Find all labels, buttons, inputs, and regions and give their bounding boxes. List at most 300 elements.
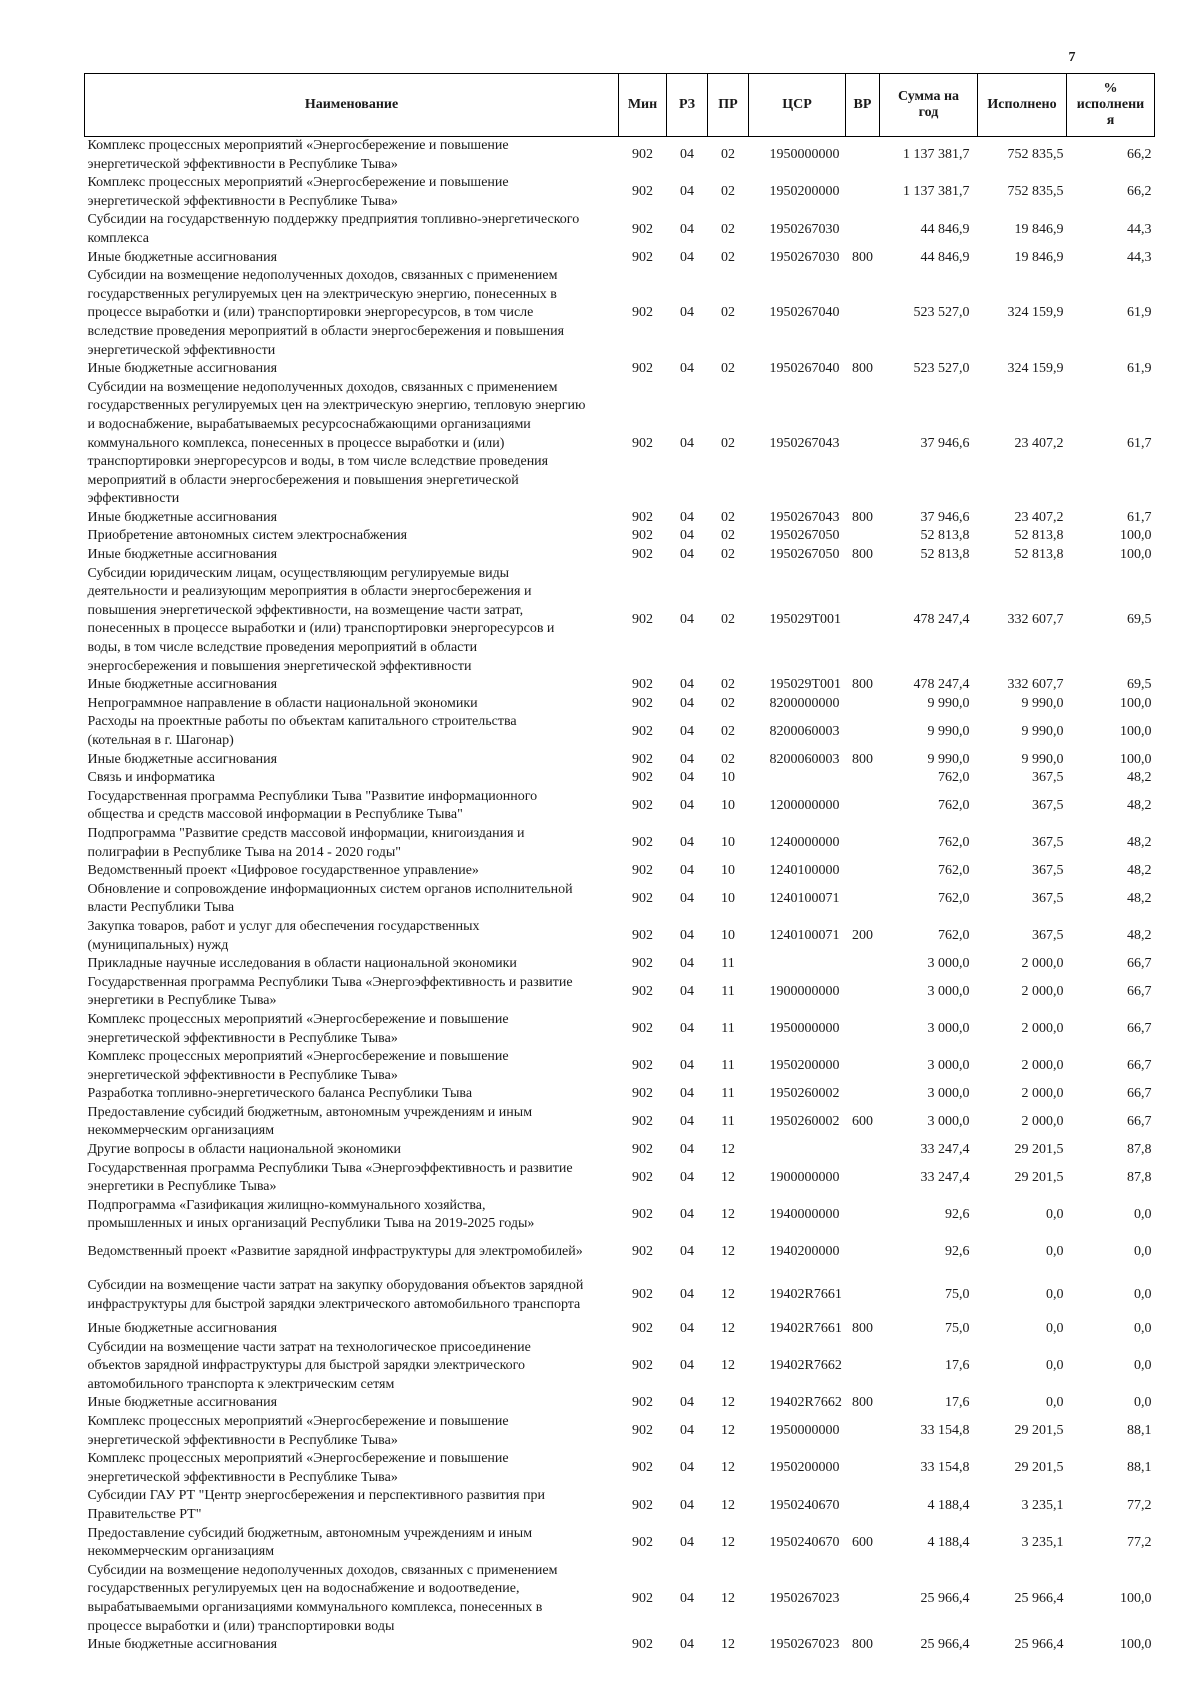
row-name: Государственная программа Республики Тыва «Энергоэффективность и развитие энергетики в Республике Тыва»	[87, 974, 573, 1009]
table-row	[85, 527, 1155, 546]
row-name: Иные бюджетные ассигнования	[87, 1395, 278, 1411]
year-sum: 762,0	[938, 770, 970, 786]
vr-code	[846, 1234, 880, 1271]
row-name: Субсидии на государственную поддержку предприятия топливно-энергетического комплекса	[87, 212, 580, 246]
rz-code: 04	[680, 249, 694, 265]
csr-code: 1950267023	[769, 1637, 840, 1653]
execution-percent: 100,0	[1120, 547, 1152, 563]
min-code: 902	[632, 835, 653, 851]
vr-code	[846, 1339, 880, 1395]
executed-sum: 9 990,0	[1021, 695, 1064, 711]
rz-code: 04	[680, 956, 694, 972]
row-name: Комплекс процессных мероприятий «Энергосбережение и повышение энергетической эффективности в Республике Тыва»	[87, 1414, 509, 1448]
table-row	[85, 546, 1155, 565]
table-row	[85, 360, 1155, 379]
min-code: 902	[632, 1244, 653, 1260]
csr-code: 1240100000	[769, 863, 840, 879]
row-name: Субсидии на возмещение части затрат на технологическое присоединение объектов зарядной инфраструктуры для быстрой зарядки электрического автомобильного транспорта к электрическим сетям	[87, 1339, 531, 1392]
table-row	[85, 1234, 1155, 1271]
rz-code: 04	[680, 863, 694, 879]
year-sum: 52 813,8	[920, 547, 970, 563]
rz-code: 04	[680, 835, 694, 851]
vr-code	[846, 1450, 880, 1487]
pr-code: 02	[721, 249, 735, 265]
year-sum: 17,6	[945, 1358, 970, 1374]
year-sum: 33 154,8	[920, 1460, 970, 1476]
header-name: Наименование	[85, 74, 619, 137]
min-code: 902	[632, 1460, 653, 1476]
vr-code	[846, 1562, 880, 1636]
min-code: 902	[632, 1142, 653, 1158]
csr-code: 19402R7661	[769, 1287, 842, 1303]
table-row	[85, 267, 1155, 360]
pr-code: 02	[721, 751, 735, 767]
table-row	[85, 137, 1155, 175]
csr-code: 1200000000	[769, 798, 840, 814]
vr-code	[846, 1141, 880, 1160]
header-execution-percent: % исполнени я	[1067, 74, 1155, 137]
table-row	[85, 713, 1155, 750]
table-row	[85, 918, 1155, 955]
pr-code: 02	[721, 221, 735, 237]
csr-code: 8200060003	[769, 751, 840, 767]
row-name: Подпрограмма "Развитие средств массовой информации, книгоиздания и полиграфии в Республике Тыва на 2014 - 2020 годы"	[87, 825, 525, 860]
csr-code: 1950000000	[769, 1423, 840, 1439]
year-sum: 25 966,4	[920, 1637, 970, 1653]
vr-code: 800	[852, 1321, 873, 1337]
table-row	[85, 1271, 1155, 1320]
csr-code: 1950260002	[769, 1114, 840, 1130]
execution-percent: 100,0	[1120, 695, 1152, 711]
table-row	[85, 955, 1155, 974]
pr-code: 02	[721, 695, 735, 711]
min-code: 902	[632, 305, 653, 321]
pr-code: 10	[721, 770, 735, 786]
table-row	[85, 1339, 1155, 1395]
csr-code: 1950200000	[769, 1460, 840, 1476]
executed-sum: 23 407,2	[1014, 435, 1064, 451]
vr-code: 200	[852, 928, 873, 944]
vr-code	[846, 1487, 880, 1524]
table-row	[85, 825, 1155, 862]
executed-sum: 0,0	[1046, 1395, 1064, 1411]
header-year-sum: Сумма на год	[880, 74, 978, 137]
min-code: 902	[632, 1321, 653, 1337]
table-row	[85, 974, 1155, 1011]
csr-code: 1950000000	[769, 147, 840, 163]
rz-code: 04	[680, 1321, 694, 1337]
vr-code: 800	[852, 509, 873, 525]
year-sum: 9 990,0	[927, 695, 970, 711]
min-code: 902	[632, 695, 653, 711]
execution-percent: 100,0	[1120, 528, 1152, 544]
row-name: Субсидии ГАУ РТ "Центр энергосбережения и перспективного развития при Правительстве РТ"	[87, 1488, 545, 1522]
csr-code: 8200000000	[769, 695, 840, 711]
execution-percent: 66,2	[1127, 147, 1152, 163]
min-code: 902	[632, 1637, 653, 1653]
row-name: Комплекс процессных мероприятий «Энергосбережение и повышение энергетической эффективности в Республике Тыва»	[87, 1451, 509, 1485]
pr-code: 11	[721, 984, 735, 1000]
executed-sum: 324 159,9	[1007, 361, 1064, 377]
year-sum: 9 990,0	[927, 723, 970, 739]
row-name: Обновление и сопровождение информационных систем органов исполнительной власти Республики Тыва	[87, 881, 573, 916]
csr-code: 1950267023	[769, 1590, 840, 1606]
year-sum: 762,0	[938, 863, 970, 879]
min-code: 902	[632, 361, 653, 377]
rz-code: 04	[680, 677, 694, 693]
rz-code: 04	[680, 147, 694, 163]
min-code: 902	[632, 1207, 653, 1223]
min-code: 902	[632, 547, 653, 563]
pr-code: 02	[721, 677, 735, 693]
min-code: 902	[632, 249, 653, 265]
rz-code: 04	[680, 723, 694, 739]
executed-sum: 367,5	[1032, 835, 1064, 851]
csr-code	[749, 955, 846, 974]
pr-code: 12	[721, 1423, 735, 1439]
row-name: Разработка топливно-энергетического баланса Республики Тыва	[87, 1086, 473, 1102]
csr-code: 1940200000	[769, 1244, 840, 1260]
header-csr: ЦСР	[749, 74, 846, 137]
year-sum: 762,0	[938, 835, 970, 851]
row-name: Иные бюджетные ассигнования	[87, 547, 278, 563]
executed-sum: 2 000,0	[1021, 1086, 1064, 1102]
executed-sum: 367,5	[1032, 770, 1064, 786]
execution-percent: 61,9	[1127, 361, 1152, 377]
row-name: Расходы на проектные работы по объектам капитального строительства (котельная в г. Шагонар)	[87, 714, 517, 748]
row-name: Непрограммное направление в области национальной экономики	[87, 695, 478, 711]
min-code: 902	[632, 509, 653, 525]
execution-percent: 66,7	[1127, 984, 1152, 1000]
table-row	[85, 751, 1155, 770]
row-name: Ведомственный проект «Развитие зарядной инфраструктуры для электромобилей»	[87, 1244, 583, 1260]
min-code: 902	[632, 1534, 653, 1550]
row-name: Субсидии на возмещение части затрат на закупку оборудования объектов зарядной инфраструктуры для быстрой зарядки электрического автомобильного транспорта	[87, 1277, 584, 1312]
min-code: 902	[632, 1497, 653, 1513]
vr-code	[846, 1085, 880, 1104]
csr-code: 1950240670	[769, 1534, 840, 1550]
row-name: Иные бюджетные ассигнования	[87, 361, 278, 377]
executed-sum: 19 846,9	[1014, 249, 1064, 265]
execution-percent: 100,0	[1120, 1590, 1152, 1606]
vr-code	[846, 1011, 880, 1048]
row-name: Иные бюджетные ассигнования	[87, 249, 278, 265]
table-row	[85, 1141, 1155, 1160]
table-row	[85, 1085, 1155, 1104]
pr-code: 12	[721, 1637, 735, 1653]
year-sum: 3 000,0	[927, 1058, 970, 1074]
csr-code: 1950267030	[769, 249, 840, 265]
rz-code: 04	[680, 1637, 694, 1653]
vr-code	[846, 881, 880, 918]
csr-code: 1950267043	[769, 435, 840, 451]
executed-sum: 23 407,2	[1014, 509, 1064, 525]
vr-code	[846, 137, 880, 175]
year-sum: 3 000,0	[927, 984, 970, 1000]
min-code: 902	[632, 147, 653, 163]
csr-code: 195029Т001	[769, 677, 842, 693]
pr-code: 11	[721, 1086, 735, 1102]
vr-code	[846, 267, 880, 360]
year-sum: 4 188,4	[927, 1497, 970, 1513]
year-sum: 523 527,0	[913, 361, 970, 377]
executed-sum: 0,0	[1046, 1244, 1064, 1260]
executed-sum: 25 966,4	[1014, 1637, 1064, 1653]
executed-sum: 2 000,0	[1021, 956, 1064, 972]
year-sum: 33 247,4	[920, 1142, 970, 1158]
min-code: 902	[632, 184, 653, 200]
execution-percent: 88,1	[1127, 1423, 1152, 1439]
year-sum: 762,0	[938, 891, 970, 907]
vr-code	[846, 527, 880, 546]
execution-percent: 66,7	[1127, 1058, 1152, 1074]
executed-sum: 2 000,0	[1021, 1021, 1064, 1037]
vr-code	[846, 565, 880, 677]
vr-code	[846, 788, 880, 825]
row-name: Другие вопросы в области национальной экономики	[87, 1142, 402, 1158]
csr-code: 1950000000	[769, 1021, 840, 1037]
row-name: Предоставление субсидий бюджетным, автономным учреждениям и иным некоммерческим организациям	[87, 1525, 533, 1560]
rz-code: 04	[680, 1287, 694, 1303]
executed-sum: 3 235,1	[1021, 1497, 1064, 1513]
table-row	[85, 1487, 1155, 1524]
execution-percent: 61,9	[1127, 305, 1152, 321]
execution-percent: 87,8	[1127, 1169, 1152, 1185]
pr-code: 11	[721, 1021, 735, 1037]
executed-sum: 0,0	[1046, 1207, 1064, 1223]
year-sum: 3 000,0	[927, 956, 970, 972]
vr-code	[846, 174, 880, 211]
table-row	[85, 788, 1155, 825]
rz-code: 04	[680, 798, 694, 814]
executed-sum: 332 607,7	[1007, 677, 1064, 693]
csr-code: 1950240670	[769, 1497, 840, 1513]
table-row	[85, 1048, 1155, 1085]
executed-sum: 752 835,5	[1007, 147, 1064, 163]
csr-code: 19402R7662	[769, 1358, 842, 1374]
vr-code	[846, 1160, 880, 1197]
vr-code	[846, 862, 880, 881]
csr-code: 1240000000	[769, 835, 840, 851]
pr-code: 02	[721, 612, 735, 628]
csr-code	[749, 1141, 846, 1160]
vr-code	[846, 1271, 880, 1320]
pr-code: 02	[721, 147, 735, 163]
rz-code: 04	[680, 1021, 694, 1037]
execution-percent: 77,2	[1127, 1497, 1152, 1513]
pr-code: 02	[721, 305, 735, 321]
header-executed: Исполнено	[978, 74, 1067, 137]
min-code: 902	[632, 1287, 653, 1303]
table-row	[85, 1197, 1155, 1234]
pr-code: 12	[721, 1321, 735, 1337]
pr-code: 11	[721, 956, 735, 972]
header-vr: ВР	[846, 74, 880, 137]
execution-percent: 0,0	[1134, 1321, 1152, 1337]
csr-code: 1900000000	[769, 1169, 840, 1185]
executed-sum: 29 201,5	[1014, 1169, 1064, 1185]
pr-code: 12	[721, 1207, 735, 1223]
executed-sum: 752 835,5	[1007, 184, 1064, 200]
csr-code: 1950267050	[769, 528, 840, 544]
pr-code: 12	[721, 1169, 735, 1185]
table-header	[85, 74, 1155, 137]
table-row	[85, 769, 1155, 788]
execution-percent: 44,3	[1127, 221, 1152, 237]
table-body	[85, 137, 1155, 1655]
row-name: Комплекс процессных мероприятий «Энергосбережение и повышение энергетической эффективности в Республике Тыва»	[87, 1049, 509, 1083]
execution-percent: 48,2	[1127, 770, 1152, 786]
min-code: 902	[632, 723, 653, 739]
vr-code: 800	[852, 1637, 873, 1653]
execution-percent: 48,2	[1127, 863, 1152, 879]
executed-sum: 9 990,0	[1021, 751, 1064, 767]
execution-percent: 0,0	[1134, 1395, 1152, 1411]
executed-sum: 2 000,0	[1021, 984, 1064, 1000]
rz-code: 04	[680, 695, 694, 711]
executed-sum: 324 159,9	[1007, 305, 1064, 321]
pr-code: 12	[721, 1142, 735, 1158]
min-code: 902	[632, 435, 653, 451]
rz-code: 04	[680, 1086, 694, 1102]
pr-code: 10	[721, 835, 735, 851]
execution-percent: 88,1	[1127, 1460, 1152, 1476]
year-sum: 52 813,8	[920, 528, 970, 544]
executed-sum: 0,0	[1046, 1321, 1064, 1337]
row-name: Связь и информатика	[87, 770, 215, 786]
csr-code: 1950260002	[769, 1086, 840, 1102]
execution-percent: 77,2	[1127, 1534, 1152, 1550]
table-row	[85, 1525, 1155, 1562]
vr-code: 800	[852, 677, 873, 693]
header-pr: ПР	[708, 74, 749, 137]
executed-sum: 2 000,0	[1021, 1114, 1064, 1130]
row-name: Ведомственный проект «Цифровое государственное управление»	[87, 863, 479, 879]
executed-sum: 367,5	[1032, 863, 1064, 879]
execution-percent: 66,2	[1127, 184, 1152, 200]
execution-percent: 69,5	[1127, 677, 1152, 693]
row-name: Комплекс процессных мероприятий «Энергосбережение и повышение энергетической эффективности в Республике Тыва»	[87, 1011, 509, 1046]
executed-sum: 52 813,8	[1014, 547, 1064, 563]
pr-code: 02	[721, 435, 735, 451]
row-name: Комплекс процессных мероприятий «Энергосбережение и повышение энергетической эффективности в Республике Тыва»	[87, 175, 509, 209]
row-name: Субсидии на возмещение недополученных доходов, связанных с применением государственных регулируемых цен на водоснабжение и водоотведение, вырабатываемыми организациями коммунального комплекса, понесенных в процессе выработки и (или) транспортировки воды	[87, 1562, 558, 1634]
row-name: Государственная программа Республики Тыва "Развитие информационного общества и средств массовой информации в Республике Тыва"	[87, 788, 538, 823]
vr-code: 600	[852, 1534, 873, 1550]
min-code: 902	[632, 1058, 653, 1074]
rz-code: 04	[680, 184, 694, 200]
row-name: Иные бюджетные ассигнования	[87, 677, 278, 693]
year-sum: 4 188,4	[927, 1534, 970, 1550]
table-row	[85, 211, 1155, 248]
rz-code: 04	[680, 1114, 694, 1130]
csr-code: 19402R7662	[769, 1395, 842, 1411]
pr-code: 02	[721, 184, 735, 200]
rz-code: 04	[680, 221, 694, 237]
vr-code	[846, 713, 880, 750]
min-code: 902	[632, 1021, 653, 1037]
vr-code	[846, 695, 880, 714]
pr-code: 02	[721, 723, 735, 739]
row-name: Государственная программа Республики Тыва «Энергоэффективность и развитие энергетики в Республике Тыва»	[87, 1160, 573, 1195]
min-code: 902	[632, 612, 653, 628]
min-code: 902	[632, 528, 653, 544]
execution-percent: 0,0	[1134, 1287, 1152, 1303]
table-row	[85, 249, 1155, 268]
pr-code: 02	[721, 547, 735, 563]
row-name: Прикладные научные исследования в области национальной экономики	[87, 956, 517, 972]
vr-code	[846, 769, 880, 788]
rz-code: 04	[680, 1358, 694, 1374]
execution-percent: 61,7	[1127, 509, 1152, 525]
year-sum: 75,0	[945, 1321, 970, 1337]
execution-percent: 0,0	[1134, 1244, 1152, 1260]
row-name: Субсидии юридическим лицам, осуществляющим регулируемые виды деятельности и реализующим мероприятия в области энергосбережения и повышения энергетической эффективности, на возмещение части затрат, понесенных в процессе выработки и (или) транспортировки энергоресурсов и воды, в том числе вследствие проведения мероприятий в области энергосбережения и повышения энергетической эффективности	[87, 565, 555, 674]
rz-code: 04	[680, 1169, 694, 1185]
csr-code: 19402R7661	[769, 1321, 842, 1337]
vr-code	[846, 1197, 880, 1234]
executed-sum: 367,5	[1032, 891, 1064, 907]
pr-code: 10	[721, 928, 735, 944]
rz-code: 04	[680, 1590, 694, 1606]
min-code: 902	[632, 770, 653, 786]
rz-code: 04	[680, 361, 694, 377]
row-name: Субсидии на возмещение недополученных доходов, связанных с применением государственных регулируемых цен на электрическую энергию, понесенных в процессе выработки и (или) транспортировки энергоресурсов, в том числе вследствие проведения мероприятий в области энергосбережения и повышения энергетической эффективности	[87, 268, 565, 358]
rz-code: 04	[680, 305, 694, 321]
min-code: 902	[632, 928, 653, 944]
executed-sum: 25 966,4	[1014, 1590, 1064, 1606]
pr-code: 12	[721, 1358, 735, 1374]
rz-code: 04	[680, 1244, 694, 1260]
min-code: 902	[632, 891, 653, 907]
year-sum: 762,0	[938, 928, 970, 944]
pr-code: 02	[721, 509, 735, 525]
pr-code: 11	[721, 1058, 735, 1074]
header-min: Мин	[619, 74, 667, 137]
min-code: 902	[632, 677, 653, 693]
year-sum: 92,6	[945, 1244, 970, 1260]
table-row	[85, 1104, 1155, 1141]
year-sum: 1 137 381,7	[903, 184, 970, 200]
table-row	[85, 881, 1155, 918]
pr-code: 12	[721, 1460, 735, 1476]
execution-percent: 100,0	[1120, 751, 1152, 767]
row-name: Подпрограмма «Газификация жилищно-коммунального хозяйства, промышленных и иных организаций Республики Тыва на 2019-2025 годы»	[87, 1197, 535, 1232]
executed-sum: 19 846,9	[1014, 221, 1064, 237]
execution-percent: 61,7	[1127, 435, 1152, 451]
vr-code	[846, 955, 880, 974]
vr-code: 800	[852, 1395, 873, 1411]
csr-code: 1240100071	[769, 891, 840, 907]
rz-code: 04	[680, 770, 694, 786]
execution-percent: 100,0	[1120, 1637, 1152, 1653]
csr-code: 195029Т001	[769, 612, 842, 628]
vr-code	[846, 1048, 880, 1085]
min-code: 902	[632, 1590, 653, 1606]
pr-code: 12	[721, 1244, 735, 1260]
execution-percent: 87,8	[1127, 1142, 1152, 1158]
rz-code: 04	[680, 1497, 694, 1513]
rz-code: 04	[680, 435, 694, 451]
executed-sum: 2 000,0	[1021, 1058, 1064, 1074]
min-code: 902	[632, 1114, 653, 1130]
executed-sum: 367,5	[1032, 928, 1064, 944]
rz-code: 04	[680, 984, 694, 1000]
min-code: 902	[632, 1423, 653, 1439]
table-row	[85, 1636, 1155, 1655]
year-sum: 478 247,4	[913, 612, 970, 628]
rz-code: 04	[680, 928, 694, 944]
